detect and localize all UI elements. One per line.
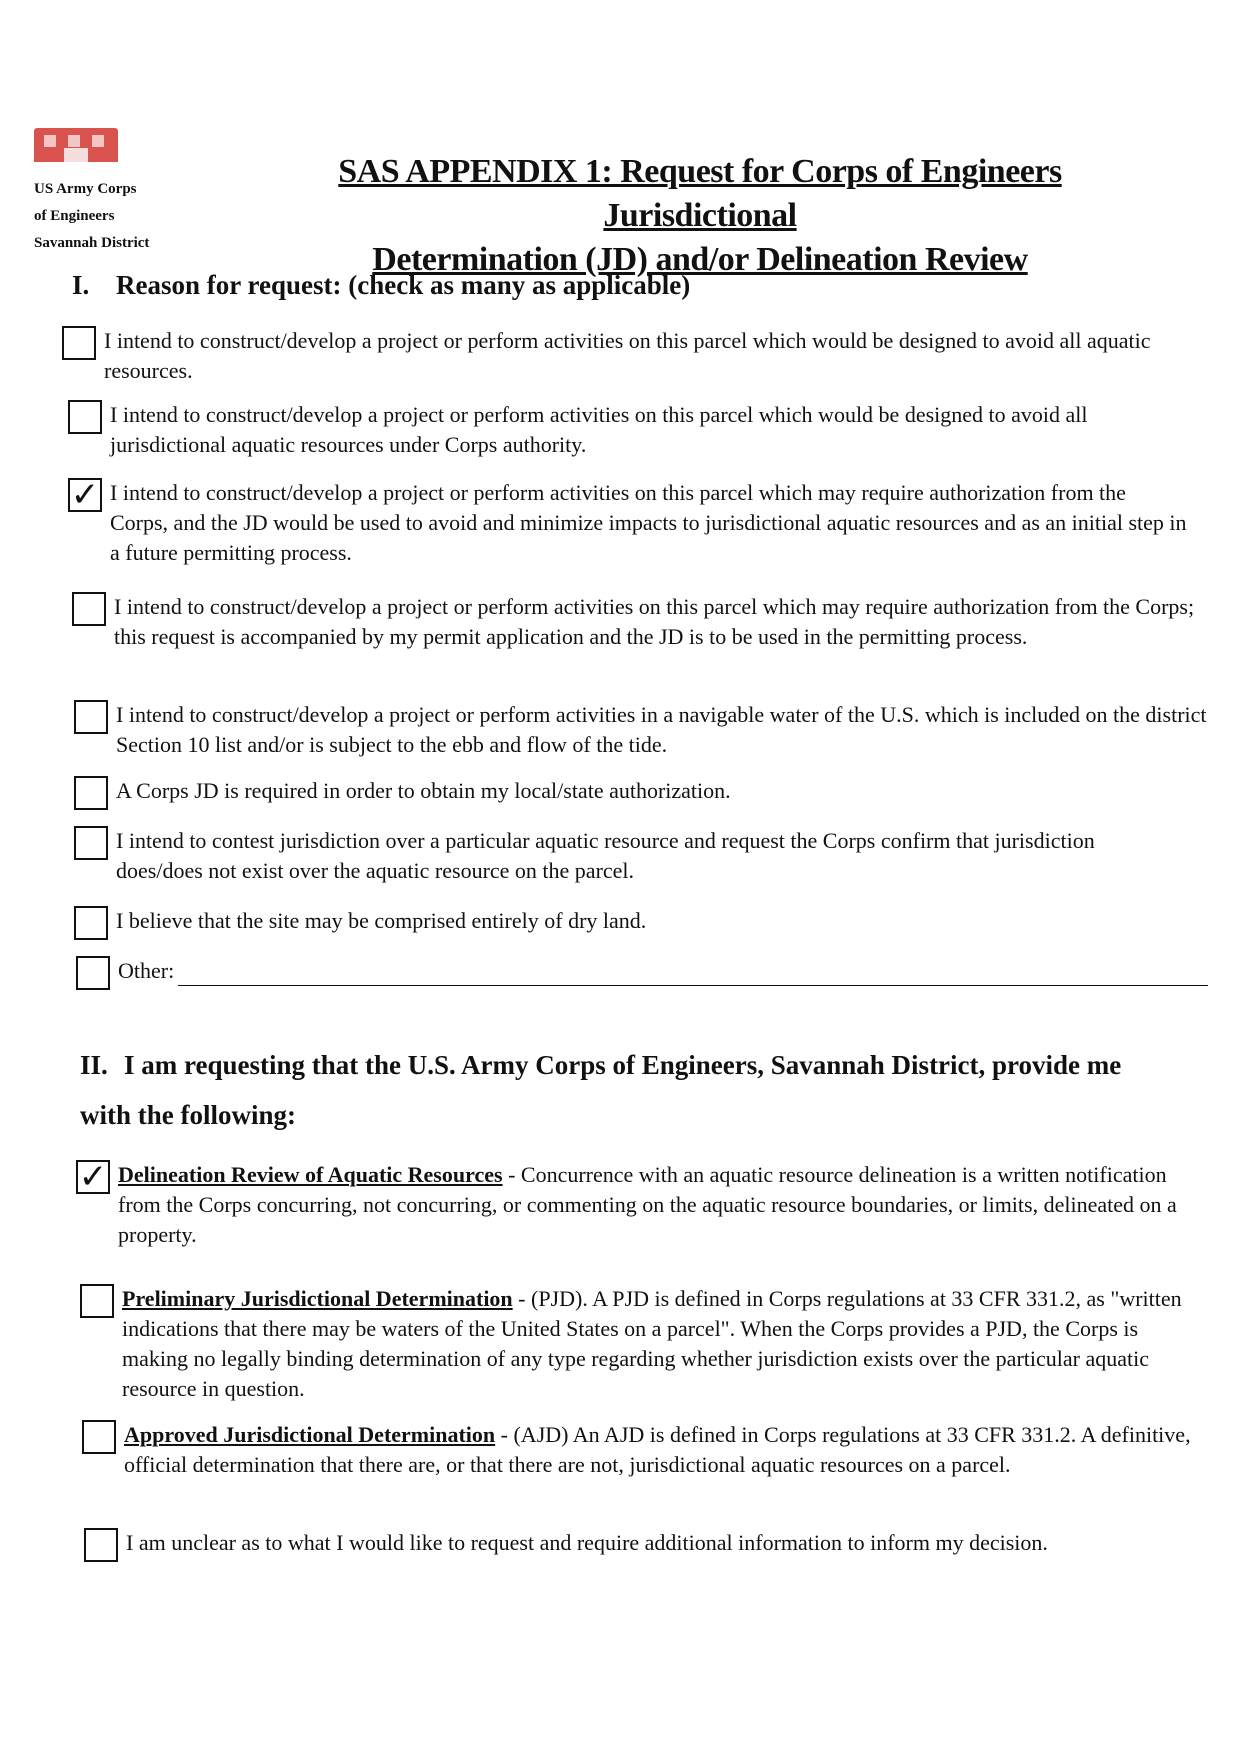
section-number: II.	[80, 1050, 108, 1080]
request-text	[126, 1528, 1048, 1558]
request-option	[84, 1528, 1204, 1562]
reason-text: I intend to construct/develop a project or perform activities on this parcel which may require authorization from the Corps; this request is accompanied by my permit application and the JD is to be used in the permitting process.	[114, 594, 1195, 649]
check-mark-icon: ✓	[78, 1157, 108, 1197]
request-term: Approved Jurisdictional Determination	[124, 1422, 496, 1447]
section-title: Reason for request: (check as many as applicable)	[116, 270, 691, 300]
section-2-heading	[80, 1040, 1160, 1140]
reason-option	[62, 326, 1182, 386]
logo-line: Savannah District	[34, 235, 150, 251]
reason-checkbox[interactable]	[74, 700, 108, 734]
usace-logo-block	[34, 128, 194, 257]
reason-text: I believe that the site may be comprised entirely of dry land.	[116, 908, 647, 933]
request-option	[82, 1420, 1202, 1480]
reason-checkbox[interactable]	[68, 475, 102, 515]
reason-text: I intend to construct/develop a project or perform activities in a navigable water of the U.S. which is included on the district Section 10 list and/or is subject to the ebb and flow of the tide.	[116, 702, 1207, 757]
reason-checkbox[interactable]	[74, 826, 108, 860]
form-title	[260, 150, 1140, 282]
logo-line: of Engineers	[34, 208, 115, 224]
reason-checkbox[interactable]	[62, 326, 96, 360]
reason-checkbox[interactable]	[72, 592, 106, 626]
request-description: - (PJD). A PJD is defined in Corps regulations at 33 CFR 331.2, as "written indications that there may be waters of the United States on a parcel". When the Corps provides a PJD, the Corps is making no legally binding determination of any type regarding whether jurisdiction exists over the particular aquatic resource in question.	[122, 1286, 1182, 1401]
castle-logo-icon	[34, 128, 118, 162]
reason-text: I intend to construct/develop a project or perform activities on this parcel which may require authorization from the Corps, and the JD would be used to avoid and minimize impacts to jurisdictional aquatic resources and as an initial step in a future permitting process.	[110, 480, 1187, 565]
title-line-2: Determination (JD) and/or Delineation Review	[372, 241, 1028, 278]
reason-text: I intend to contest jurisdiction over a particular aquatic resource and request the Corps confirm that jurisdiction does/does not exist over the aquatic resource on the parcel.	[116, 828, 1095, 883]
reason-text: I intend to construct/develop a project or perform activities on this parcel which would be designed to avoid all aquatic resources.	[104, 328, 1151, 383]
reason-text: I intend to construct/develop a project or perform activities on this parcel which would be designed to avoid all jurisdictional aquatic resources under Corps authority.	[110, 402, 1088, 457]
reason-checkbox[interactable]	[74, 776, 108, 810]
other-label: Other:	[118, 958, 175, 983]
request-text	[124, 1420, 1202, 1480]
reason-option	[74, 906, 1184, 940]
title-line-1: SAS APPENDIX 1: Request for Corps of Engineers Jurisdictional	[338, 153, 1062, 234]
request-option	[76, 1157, 1196, 1250]
reason-option	[74, 826, 1184, 886]
logo-line: US Army Corps	[34, 181, 137, 197]
reason-option-other	[76, 956, 1216, 990]
request-description: - Concurrence with an aquatic resource delineation is a written notification from the Corps concurring, not concurring, or commenting on the aquatic resource boundaries, or limits, delineated on a property.	[118, 1162, 1177, 1247]
check-mark-icon: ✓	[70, 475, 100, 515]
reason-text	[118, 956, 1208, 986]
reason-checkbox[interactable]	[74, 906, 108, 940]
request-checkbox[interactable]	[84, 1528, 118, 1562]
request-checkbox[interactable]	[76, 1157, 110, 1197]
reason-option	[68, 400, 1188, 460]
reason-option	[74, 700, 1224, 760]
request-text	[122, 1284, 1200, 1404]
request-checkbox[interactable]	[82, 1420, 116, 1454]
request-checkbox[interactable]	[80, 1284, 114, 1318]
reason-option	[74, 776, 1194, 810]
reason-option	[68, 475, 1188, 568]
request-term: Preliminary Jurisdictional Determination	[122, 1286, 513, 1311]
section-title: I am requesting that the U.S. Army Corps of Engineers, Savannah District, provide me with the following:	[80, 1050, 1122, 1130]
reason-option	[72, 592, 1222, 652]
reason-text: A Corps JD is required in order to obtain my local/state authorization.	[116, 778, 731, 803]
reason-checkbox[interactable]	[68, 400, 102, 434]
request-description: - (AJD) An AJD is defined in Corps regulations at 33 CFR 331.2. A definitive, official determination that there are, or that there are not, jurisdictional aquatic resources on a parcel.	[124, 1422, 1191, 1477]
other-input-line[interactable]	[178, 965, 1208, 986]
section-number: I.	[72, 270, 90, 300]
request-term: Delineation Review of Aquatic Resources	[118, 1162, 503, 1187]
request-description: I am unclear as to what I would like to request and require additional information to inform my decision.	[126, 1530, 1048, 1555]
request-option	[80, 1284, 1200, 1404]
reason-checkbox[interactable]	[76, 956, 110, 990]
section-1-heading	[72, 268, 690, 302]
request-text	[118, 1160, 1196, 1250]
